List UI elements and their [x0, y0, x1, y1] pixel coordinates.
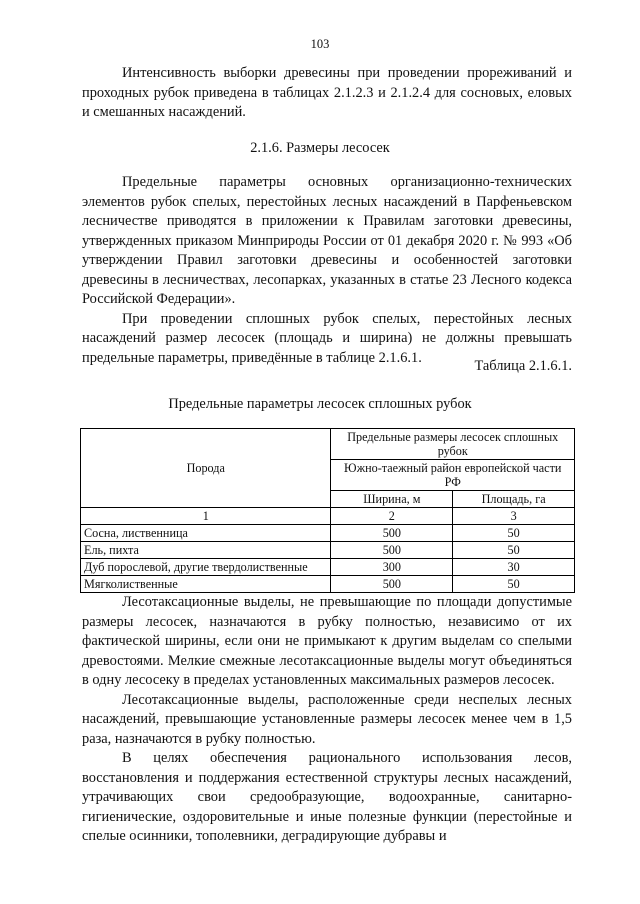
main-paragraphs-block — [82, 173, 572, 368]
width-cell: 300 — [331, 559, 453, 576]
paragraph-cutting-parameters: Предельные параметры основных организационно-технических элементов рубок спелых, перестойных лесных насаждений в Парфеньевском лесничестве приводятся в приложении к Правилам заготовки древесины, утвержденных приказом Минприроды России от 01 декабря 2020 г. № 993 «Об утверждении Правил заготовки древесины и особенностей заготовки древесины в лесничествах, лесопарках, указанных в статье 23 Лесного кодекса Российской Федерации». — [82, 174, 572, 307]
width-cell: 500 — [331, 576, 453, 593]
intro-paragraph-block — [82, 64, 572, 123]
column-number: 1 — [81, 508, 331, 525]
header-species: Порода — [81, 429, 331, 508]
section-heading: 2.1.6. Размеры лесосек — [250, 140, 390, 156]
column-number: 2 — [331, 508, 453, 525]
paragraph-immature-stands: Лесотаксационные выделы, расположенные среди неспелых лесных насаждений, превышающие установленные размеры лесосек менее чем в 1,5 раза, назначаются в рубку полностью. — [82, 691, 572, 747]
species-cell: Ель, пихта — [81, 542, 331, 559]
area-cell: 30 — [453, 559, 575, 576]
table-row — [81, 576, 575, 593]
header-area: Площадь, га — [453, 491, 575, 508]
table-row — [81, 525, 575, 542]
header-region: Южно-таежный район европейской части РФ — [331, 460, 575, 491]
table-row — [81, 559, 575, 576]
width-cell: 500 — [331, 542, 453, 559]
paragraph-clear-cutting: При проведении сплошных рубок спелых, перестойных лесных насаждений размер лесосек (площадь и ширина) не должны превышать предельные параметры, приведённые в таблице 2.1.6.1. — [82, 310, 572, 366]
species-cell: Дуб порослевой, другие твердолиственные — [81, 559, 331, 576]
header-group: Предельные размеры лесосек сплошных рубок — [331, 429, 575, 460]
column-number-row — [81, 508, 575, 525]
cutting-limits-table — [80, 428, 575, 593]
table-row — [81, 542, 575, 559]
species-cell: Мягколиственные — [81, 576, 331, 593]
paragraph-small-plots: Лесотаксационные выделы, не превышающие по площади допустимые размеры лесосек, назначаются в рубку полностью, независимо от их фактической ширины, если они не примыкают к другим выделам со спелыми древостоями. Мелкие смежные лесотаксационные выделы могут объединяться в одну лесосеку в пределах установленных максимальных размеров лесосек. — [82, 594, 572, 688]
after-table-paragraphs-block — [82, 593, 572, 847]
table-header-row — [81, 429, 575, 460]
area-cell: 50 — [453, 576, 575, 593]
table-title: Предельные параметры лесосек сплошных рубок — [168, 396, 472, 412]
area-cell: 50 — [453, 525, 575, 542]
species-cell: Сосна, лиственница — [81, 525, 331, 542]
paragraph-rational-use: В целях обеспечения рационального использования лесов, восстановления и поддержания естественной структуры лесных насаждений, утрачивающих свои средообразующие, водоохранные, санитарно-гигиенические, оздоровительные и иные полезные функции (перестойные и спелые осинники, тополевники, деградирующие дубравы и — [82, 750, 572, 844]
width-cell: 500 — [331, 525, 453, 542]
intro-paragraph: Интенсивность выборки древесины при проведении прореживаний и проходных рубок приведена в таблицах 2.1.2.3 и 2.1.2.4 для сосновых, еловых и смешанных насаждений. — [82, 65, 572, 120]
area-cell: 50 — [453, 542, 575, 559]
table-label: Таблица 2.1.6.1. — [474, 358, 572, 374]
column-number: 3 — [453, 508, 575, 525]
header-width: Ширина, м — [331, 491, 453, 508]
page-number: 103 — [310, 37, 330, 51]
